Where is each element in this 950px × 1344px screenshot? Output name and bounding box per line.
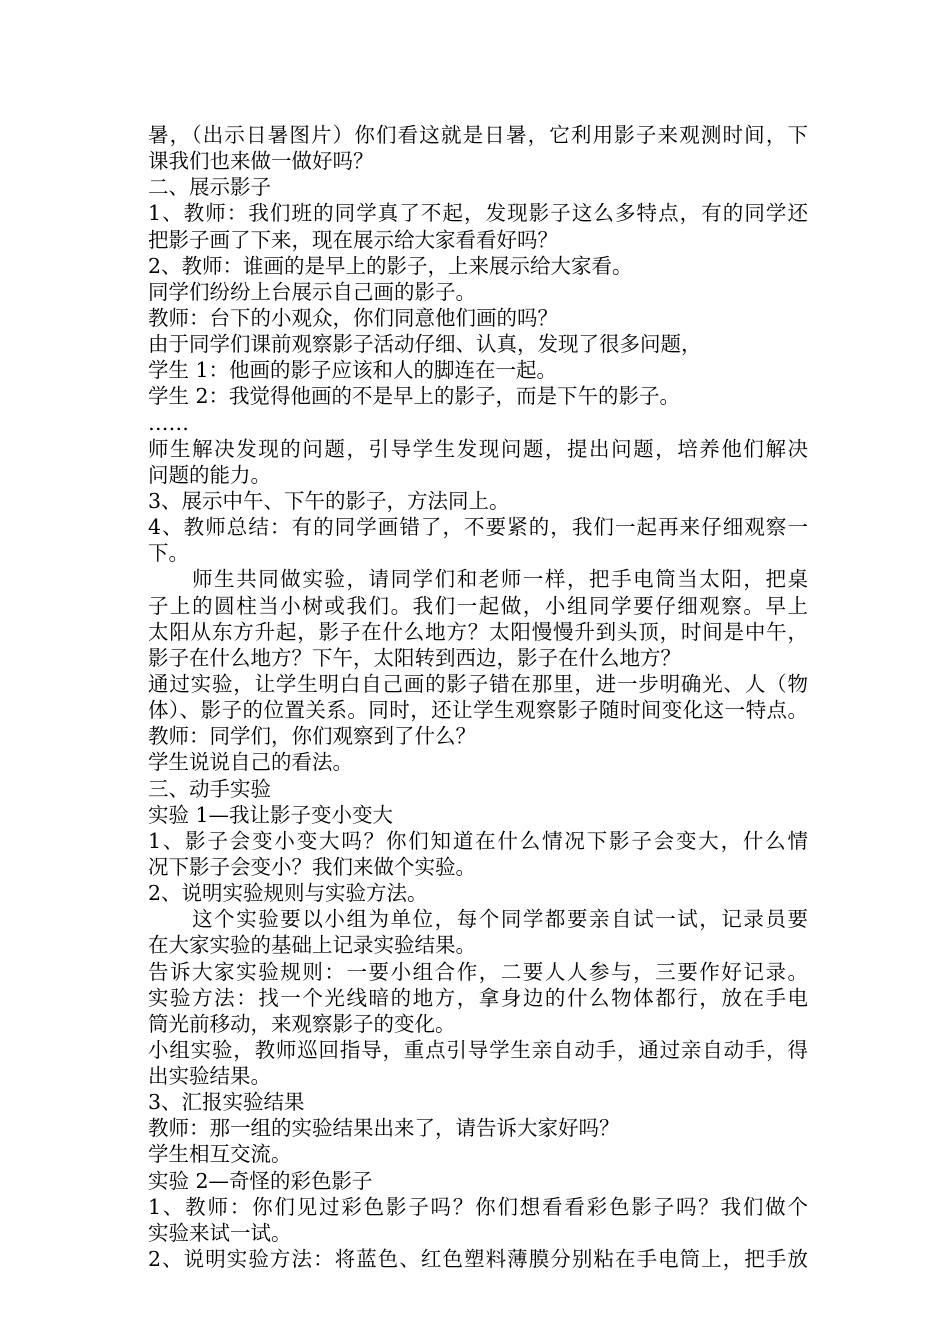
text-line: 影子在什么地方？下午，太阳转到西边，影子在什么地方？ — [148, 645, 681, 670]
text-line: 教师：同学们，你们观察到了什么？ — [148, 724, 476, 749]
text-line: 教师：台下的小观众，你们同意他们画的吗？ — [148, 305, 558, 330]
text-line: 实验方法：找一个光线暗的地方，拿身边的什么物体都行，放在手电 — [148, 985, 808, 1010]
text-line: 在大家实验的基础上记录实验结果。 — [148, 933, 476, 958]
text-line: 通过实验，让学生明白自己画的影子错在那里，进一步明确光、人（物 — [148, 671, 808, 696]
text-line: …… — [148, 410, 189, 435]
text-line: 实验 2—奇怪的彩色影子 — [148, 1168, 373, 1193]
text-line: 把影子画了下来，现在展示给大家看看好吗？ — [148, 227, 558, 252]
text-line: 2、教师：谁画的是早上的影子，上来展示给大家看。 — [148, 253, 633, 278]
text-line: 学生说说自己的看法。 — [148, 750, 353, 775]
text-line: 学生 1：他画的影子应该和人的脚连在一起。 — [148, 358, 558, 383]
text-line: 3、展示中午、下午的影子，方法同上。 — [148, 488, 510, 513]
text-line: 体）、影子的位置关系。同时，还让学生观察影子随时间变化这一特点。 — [148, 698, 808, 723]
text-line: 况下影子会变小？我们来做个实验。 — [148, 854, 476, 879]
text-line: 暑，（出示日暑图片）你们看这就是日暑，它利用影子来观测时间，下 — [148, 123, 808, 147]
text-line: 告诉大家实验规则：一要小组合作，二要人人参与，三要作好记录。 — [148, 959, 808, 984]
document-body — [148, 122, 808, 1272]
text-line: 同学们纷纷上台展示自己画的影子。 — [148, 279, 476, 304]
text-line: 筒光前移动，来观察影子的变化。 — [148, 1011, 456, 1036]
text-line: 出实验结果。 — [148, 1064, 271, 1089]
text-line: 三、动手实验 — [148, 776, 271, 801]
text-line: 二、展示影子 — [148, 175, 271, 200]
text-line: 1、教师：我们班的同学真了不起，发现影子这么多特点，有的同学还 — [148, 201, 808, 226]
text-line: 2、说明实验规则与实验方法。 — [148, 881, 428, 906]
text-line: 下。 — [148, 541, 189, 566]
text-line: 学生 2：我觉得他画的不是早上的影子，而是下午的影子。 — [148, 384, 681, 409]
text-line: 由于同学们课前观察影子活动仔细、认真，发现了很多问题， — [148, 332, 702, 357]
text-line: 3、汇报实验结果 — [148, 1090, 305, 1115]
text-line: 1、影子会变小变大吗？你们知道在什么情况下影子会变大，什么情 — [148, 828, 808, 853]
text-line: 4、教师总结：有的同学画错了，不要紧的，我们一起再来仔细观察一 — [148, 515, 808, 540]
text-line: 这个实验要以小组为单位，每个同学都要亲自试一试，记录员要 — [148, 907, 808, 932]
text-line: 教师：那一组的实验结果出来了，请告诉大家好吗？ — [148, 1116, 620, 1141]
text-line: 学生相互交流。 — [148, 1142, 292, 1167]
text-line: 1、教师：你们见过彩色影子吗？你们想看看彩色影子吗？我们做个 — [148, 1194, 808, 1219]
text-line: 小组实验，教师巡回指导，重点引导学生亲自动手，通过亲自动手，得 — [148, 1037, 808, 1062]
text-line: 师生共同做实验，请同学们和老师一样，把手电筒当太阳，把桌 — [148, 567, 808, 592]
text-line: 问题的能力。 — [148, 462, 271, 487]
text-line: 2、说明实验方法：将蓝色、红色塑料薄膜分别粘在手电筒上，把手放 — [148, 1247, 808, 1272]
text-line: 子上的圆柱当小树或我们。我们一起做，小组同学要仔细观察。早上 — [148, 593, 808, 618]
text-line: 实验来试一试。 — [148, 1220, 292, 1245]
text-line: 实验 1—我让影子变小变大 — [148, 802, 394, 827]
text-line: 太阳从东方升起，影子在什么地方？太阳慢慢升到头顶，时间是中午， — [148, 619, 808, 644]
text-line: 课我们也来做一做好吗？ — [148, 149, 374, 174]
text-line: 师生解决发现的问题，引导学生发现问题，提出问题，培养他们解决 — [148, 436, 808, 461]
